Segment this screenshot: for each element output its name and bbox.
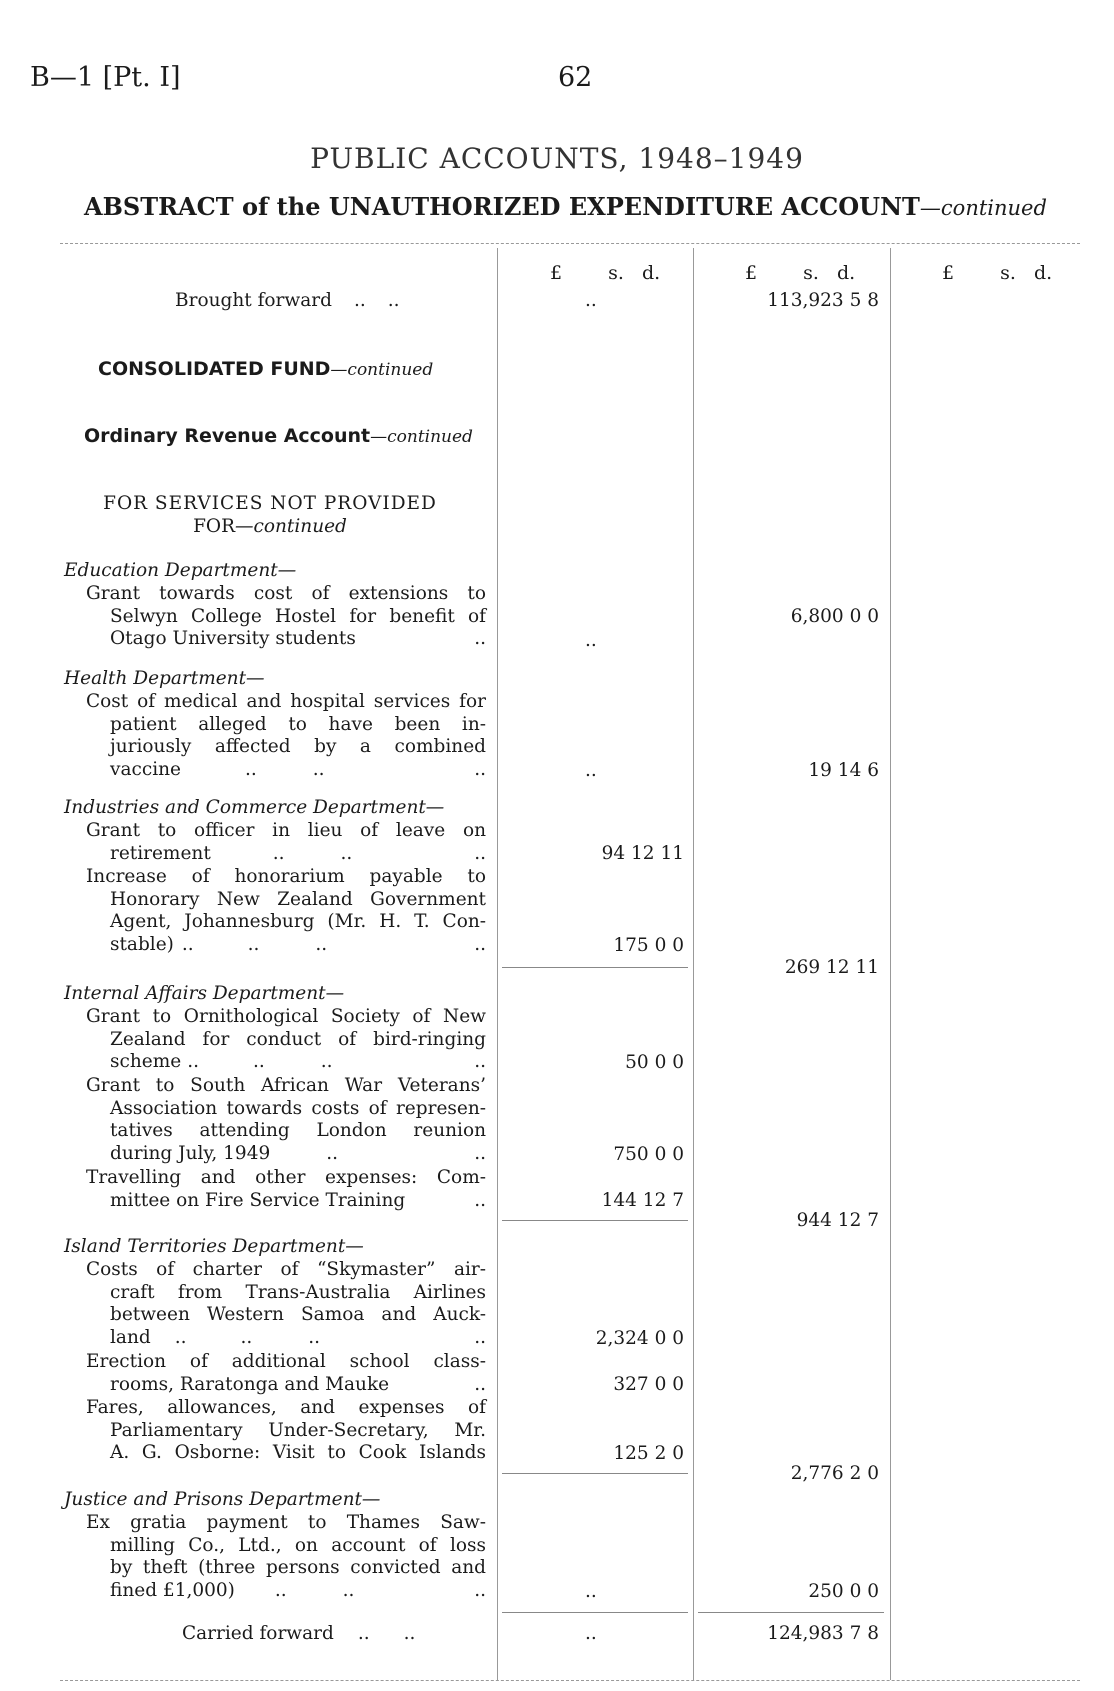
column-divider-3 bbox=[890, 248, 891, 1680]
internal-affairs-item-1: Grant to Ornithological Society of New Zealand for conduct of bird-ringing scheme .. .. .. .. bbox=[86, 1006, 486, 1072]
island-territories-item-1-amount: 2,324 0 0 bbox=[595, 1328, 684, 1349]
carried-forward-rule-left bbox=[502, 1612, 688, 1613]
carried-forward-label: Carried forward .. .. bbox=[182, 1623, 416, 1644]
internal-affairs-item-1-amount: 50 0 0 bbox=[625, 1052, 684, 1073]
island-territories-item-3-amount: 125 2 0 bbox=[613, 1443, 684, 1464]
column-divider-1 bbox=[497, 248, 498, 1680]
brought-forward-total: 113,923 5 8 bbox=[767, 290, 879, 311]
industries-item-1: Grant to officer in lieu of leave on retirement .. .. .. bbox=[86, 820, 486, 864]
col3-pence: d. bbox=[1033, 262, 1053, 284]
page-subtitle bbox=[84, 192, 1047, 221]
document-reference: B—1 [Pt. I] bbox=[30, 62, 181, 93]
col3-header bbox=[942, 262, 1052, 284]
internal-affairs-total: 944 12 7 bbox=[796, 1210, 879, 1231]
carried-forward-rule-right bbox=[698, 1612, 884, 1613]
justice-total: 250 0 0 bbox=[808, 1581, 879, 1602]
health-col1-dots: .. bbox=[585, 760, 597, 781]
industries-item-2: Increase of honorarium payable to Honorary New Zealand Government Agent, Johannesburg (Mr. H. T. Con- stable) .. .. .. .. bbox=[86, 866, 486, 955]
brought-forward-col1: .. bbox=[585, 290, 597, 311]
island-territories-item-1: Costs of charter of “Skymaster” air- craft from Trans-Australia Airlines between Western Samoa and Auck- land .. .. .. .. bbox=[86, 1259, 486, 1348]
col2-pound: £ bbox=[745, 262, 758, 284]
dept-island-territories-heading: Island Territories Department— bbox=[64, 1236, 364, 1257]
col3-pound: £ bbox=[942, 262, 955, 284]
col3-shilling: s. bbox=[1000, 262, 1016, 284]
justice-col1-dots: .. bbox=[585, 1581, 597, 1602]
services-heading bbox=[60, 493, 480, 538]
industries-total: 269 12 11 bbox=[784, 957, 879, 978]
health-total: 19 14 6 bbox=[808, 760, 879, 781]
fund-heading: CONSOLIDATED FUND—continued bbox=[98, 358, 434, 380]
services-line1: FOR SERVICES NOT PROVIDED bbox=[103, 493, 437, 514]
health-item-1: Cost of medical and hospital services for patient alleged to have been in- juriously affected by a combined vaccine .. .. .. bbox=[86, 691, 486, 780]
column-divider-2 bbox=[693, 248, 694, 1680]
brought-forward-label: Brought forward .. .. bbox=[175, 290, 400, 311]
subtitle-main: ABSTRACT of the UNAUTHORIZED EXPENDITURE ACCOUNT bbox=[84, 192, 920, 221]
internal-affairs-item-2: Grant to South African War Veterans’ Association towards costs of represen- tatives attending London reunion during July, 1949 .. .. bbox=[86, 1075, 486, 1164]
industries-item-1-amount: 94 12 11 bbox=[601, 843, 684, 864]
carried-forward-col1-dots: .. bbox=[585, 1623, 597, 1644]
internal-affairs-item-3: Travelling and other expenses: Com- mittee on Fire Service Training .. bbox=[86, 1167, 486, 1211]
industries-subtotal-rule bbox=[502, 967, 688, 968]
page-title: PUBLIC ACCOUNTS, 1948–1949 bbox=[310, 142, 804, 175]
education-item-1: Grant towards cost of extensions to Selwyn College Hostel for benefit of Otago University students .. bbox=[86, 583, 486, 649]
table-bottom-rule bbox=[60, 1680, 1080, 1681]
island-territories-item-2-amount: 327 0 0 bbox=[613, 1374, 684, 1395]
internal-affairs-item-3-amount: 144 12 7 bbox=[601, 1190, 684, 1211]
col2-shilling: s. bbox=[803, 262, 819, 284]
justice-item-1: Ex gratia payment to Thames Saw- milling Co., Ltd., on account of loss by theft (three persons convicted and fined £1,000) .. .. .. bbox=[86, 1512, 486, 1601]
carried-forward-total: 124,983 7 8 bbox=[767, 1623, 879, 1644]
dept-health-heading: Health Department— bbox=[64, 668, 265, 689]
col1-pence: d. bbox=[641, 262, 661, 284]
dept-industries-heading: Industries and Commerce Department— bbox=[64, 797, 445, 818]
table-top-rule bbox=[60, 243, 1080, 244]
col2-pence: d. bbox=[836, 262, 856, 284]
subtitle-continued: —continued bbox=[919, 196, 1047, 220]
services-line2: FOR—continued bbox=[193, 515, 347, 537]
island-territories-subtotal-rule bbox=[502, 1473, 688, 1474]
dept-internal-affairs-heading: Internal Affairs Department— bbox=[64, 983, 345, 1004]
dept-education-heading: Education Department— bbox=[64, 560, 297, 581]
industries-item-2-amount: 175 0 0 bbox=[613, 935, 684, 956]
dept-justice-heading: Justice and Prisons Department— bbox=[64, 1489, 381, 1510]
col1-pound: £ bbox=[550, 262, 563, 284]
account-heading: Ordinary Revenue Account—continued bbox=[84, 425, 473, 447]
island-territories-item-3: Fares, allowances, and expenses of Parliamentary Under-Secretary, Mr. A. G. Osborne: Visit to Cook Islands bbox=[86, 1397, 486, 1463]
col1-shilling: s. bbox=[608, 262, 624, 284]
internal-affairs-item-2-amount: 750 0 0 bbox=[613, 1144, 684, 1165]
col1-header bbox=[550, 262, 660, 284]
page-number: 62 bbox=[558, 62, 593, 93]
internal-affairs-subtotal-rule bbox=[502, 1220, 688, 1221]
island-territories-total: 2,776 2 0 bbox=[790, 1463, 879, 1484]
col2-header bbox=[745, 262, 855, 284]
education-col1-dots: .. bbox=[585, 630, 597, 651]
education-total: 6,800 0 0 bbox=[790, 606, 879, 627]
island-territories-item-2: Erection of additional school class- rooms, Raratonga and Mauke .. bbox=[86, 1351, 486, 1395]
